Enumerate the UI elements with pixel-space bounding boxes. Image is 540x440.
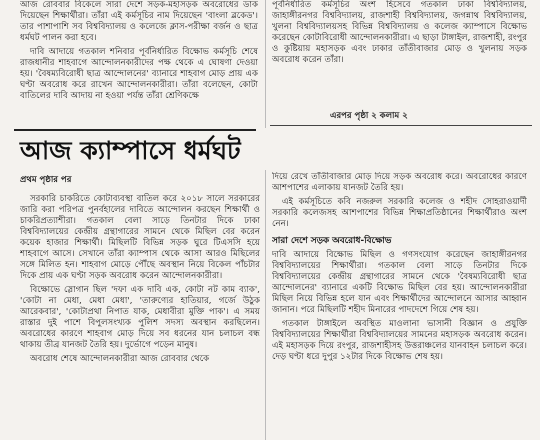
article-paragraph: বিক্ষোভে স্লোগান ছিল 'দফা এক দাবি এক, কোটা নট কাম ব্যাক', 'কোটা না মেধা, মেধা মেধা', 'তারুণ্যের হাতিয়ার, গর্জে উঠুক আরেকবার', 'কোটাপ্রথা নিপাত যাক, মেধাবীরা মুক্তি পাক'। এ সময় রাস্তার দুই পাশে বিপুলসংখ্যক পুলিশ সদস্য অবস্থান করছিলেন। অবরোধের কারণে শাহবাগ মোড় দিয়ে সব ধরনের যান চলাচল বন্ধ থাকায় তীব্র যানজট তৈরি হয়। দুর্ভোগে পড়েন মানুষ। — [20, 285, 260, 350]
article-paragraph: দিয়ে রেখে তাঁতীবাজার মোড় দিয়ে সড়ক অবরোধ করে। অবরোধের কারণে আশপাশের এলাকায় যানজট তৈরি হয়। — [272, 172, 527, 193]
top-right-column — [272, 0, 527, 100]
headline-rule — [14, 129, 256, 131]
lower-right-column — [272, 172, 527, 440]
article-paragraph: পূর্বনির্ধারিত কর্মসূচির অংশ হিসেবে গতকাল ঢাকা বিশ্ববিদ্যালয়, জাহাঙ্গীরনগর বিশ্ববিদ্যালয়, রাজশাহী বিশ্ববিদ্যালয়, জগন্নাথ বিশ্ববিদ্যালয়, খুলনা বিশ্ববিদ্যালয়সহ বিভিন্ন বিশ্ববিদ্যালয় ও কলেজ ক্যাম্পাসে বিক্ষোভ করেছেন কোটাবিরোধী আন্দোলনকারীরা। এ ছাড়া টাঙ্গাইল, রাজশাহী, রংপুর ও কুষ্টিয়ায় মহাসড়ক এবং ঢাকার তাঁতীবাজার মোড় ও খুলনায় সড়ক অবরোধ করেন তাঁরা। — [272, 0, 527, 65]
article-paragraph: সরকারি চাকরিতে কোটাব্যবস্থা বাতিল করে ২০১৮ সালে সরকারের জারি করা পরিপত্র পুনর্বহালের দাবিতে আন্দোলন করছেন শিক্ষার্থী ও চাকরিপ্রত্যাশীরা। গতকাল বেলা সাড়ে তিনটার দিকে ঢাকা বিশ্ববিদ্যালয়ের কেন্দ্রীয় গ্রন্থাগারের সামনে থেকে মিছিল বের করেন কয়েক হাজার শিক্ষার্থী। মিছিলটি বিভিন্ন সড়ক ঘুরে টিএসসি হয়ে শাহবাগে আসে। সেখানে তাঁরা ক্যাম্পাস থেকে আসা আরও মিছিলের সঙ্গে মিলিত হন। শাহবাগ মোড়ে পৌঁছে অবস্থান নিয়ে বিকেল পাঁচটার দিকে প্রায় এক ঘণ্টা সড়ক অবরোধ করেন আন্দোলনকারীরা। — [20, 194, 260, 281]
article-paragraph: এই কর্মসূচিতে কবি নজরুল সরকারি কলেজ ও শহীদ সোহরাওয়ার্দী সরকারি কলেজসহ আশপাশের বিভিন্ন শিক্ষাপ্রতিষ্ঠানের শিক্ষার্থীরাও অংশ নেন। — [272, 197, 527, 229]
byline: প্রথম পৃষ্ঠার পর — [20, 175, 72, 185]
article-paragraph: দাবি আদায়ে বিক্ষোভ মিছিল ও গণসংযোগ করেছেন জাহাঙ্গীরনগর বিশ্ববিদ্যালয়ের শিক্ষার্থীরা। গতকাল বেলা সাড়ে তিনটার দিকে বিশ্ববিদ্যালয়ের কেন্দ্রীয় গ্রন্থাগারের সামনে থেকে 'বৈষম্যবিরোধী ছাত্র আন্দোলনের' ব্যানারে একটি বিক্ষোভ মিছিল বের হয়। আন্দোলনকারীরা মিছিল নিয়ে বিভিন্ন হলে যান এবং শিক্ষার্থীদের আন্দোলনে আসার আহ্বান জানান। পরে মিছিলটি শহীদ মিনারের পাদদেশে গিয়ে শেষ হয়। — [272, 250, 527, 315]
top-left-column — [20, 0, 258, 108]
article-paragraph: দাবি আদায়ে গতকাল শনিবার পূর্বনির্ধারিত বিক্ষোভ কর্মসূচি শেষে রাজধানীর শাহবাগে আন্দোলনকারীদের পক্ষ থেকে এ ঘোষণা দেওয়া হয়। 'বৈষম্যবিরোধী ছাত্র আন্দোলনের' ব্যানারে শাহবাগ মোড় প্রায় এক ঘণ্টা অবরোধ করে রাখেন আন্দোলনকারীরা। তাঁরা বলেছেন, কোটা বাতিলের দাবি আদায় না হওয়া পর্যন্ত তাঁরা শ্রেণিকক্ষে — [20, 47, 258, 101]
article-paragraph: গতকাল টাঙ্গাইলে অবস্থিত মাওলানা ভাসানী বিজ্ঞান ও প্রযুক্তি বিশ্ববিদ্যালয়ের শিক্ষার্থীরা বিশ্ববিদ্যালয়ের সামনের মহাসড়ক অবরোধ করেন। এই মহাসড়ক দিয়ে রংপুর, রাজশাহীসহ উত্তরাঞ্চলের যানবাহন চলাচল করে। দেড় ঘণ্টা ধরে দুপুর ১২টার দিকে বিক্ষোভ শেষ হয়। — [272, 319, 527, 362]
article-paragraph: আজ রোববার বিকেলে সারা দেশে সড়ক-মহাসড়ক অবরোধের ডাক দিয়েছেন শিক্ষার্থীরা। তাঁরা এই কর্মসূচির নাম দিয়েছেন 'বাংলা ব্লকেড'। তার পাশাপাশি সব বিশ্ববিদ্যালয় ও কলেজে ক্লাস-পরীক্ষা বর্জন ও ছাত্র ধর্মঘট পালন করা হবে। — [20, 0, 258, 43]
headline: আজ ক্যাম্পাসে ধর্মঘট — [20, 136, 241, 165]
lower-left-column — [20, 175, 260, 440]
article-paragraph: অবরোধ শেষে আন্দোলনকারীরা আজ রোববার থেকে — [30, 354, 210, 364]
subheading: সারা দেশে সড়ক অবরোধ-বিক্ষোভ — [272, 236, 392, 246]
column-divider — [265, 0, 266, 128]
continuation-note: এরপর পৃষ্ঠা ২ কলাম ২ — [330, 111, 408, 121]
section-rule — [270, 125, 532, 126]
column-divider — [265, 170, 266, 440]
